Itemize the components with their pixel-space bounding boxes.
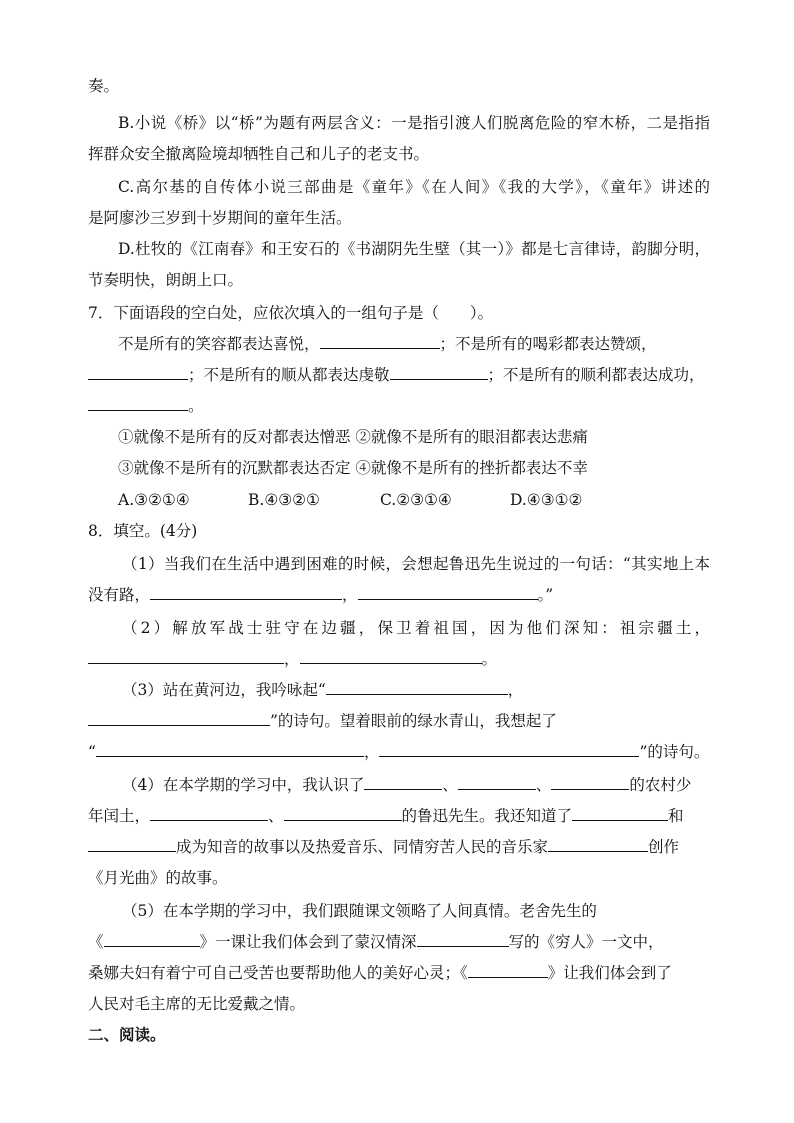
q8-item5-cont3: 人民对毛主席的无比爱戴之情。	[88, 995, 306, 1013]
q8-item4-cont3: 《月光曲》的故事。	[88, 869, 228, 887]
q8-text: 成为知音的故事以及热爱音乐、同情穷苦人民的音乐家	[176, 838, 549, 856]
q7-stem: 7．下面语段的空白处，应依次填入的一组句子是（ ）。	[88, 304, 494, 322]
q8-text: ，	[363, 743, 380, 761]
section-heading: 二、阅读。	[88, 1025, 166, 1044]
q8-text: ，	[342, 586, 358, 604]
q8-text: “	[88, 743, 96, 761]
q7-option-b[interactable]: B.④③②①	[248, 491, 320, 509]
q8-1-blank-1[interactable]	[150, 584, 342, 600]
q6-option-c: C.高尔基的自传体小说三部曲是《童年》《在人间》《我的大学》，《童年》讲述的	[118, 178, 710, 196]
q7-blank-2[interactable]	[88, 364, 188, 380]
q7-text: ；不是所有的喝彩都表达赞颂，	[439, 335, 657, 353]
q8-item3	[122, 679, 710, 701]
q8-5-blank-2[interactable]	[417, 931, 509, 947]
q8-text: 、	[442, 776, 458, 794]
q7-paragraph-line1	[118, 333, 710, 355]
q7-text: ；不是所有的顺从都表达虔敬	[188, 366, 390, 384]
q8-text: 、	[535, 776, 552, 794]
q6-option-b-cont: 挥群众安全撤离险境却牺牲自己和儿子的老支书。	[88, 145, 430, 163]
q8-text: 。	[481, 650, 498, 668]
q8-2-blank-1[interactable]	[88, 648, 284, 664]
q8-5-blank-1[interactable]	[104, 931, 200, 947]
q8-4-blank-5[interactable]	[284, 805, 402, 821]
q8-text: 创作	[648, 838, 680, 856]
q8-item2-cont	[88, 648, 710, 670]
q8-item1-cont	[88, 584, 710, 606]
q8-text: 的鲁迅先生。我还知道了	[401, 807, 573, 825]
q7-text: 不是所有的笑容都表达喜悦，	[118, 335, 320, 353]
q7-option-c[interactable]: C.②③①④	[380, 491, 452, 509]
q8-item4-cont	[88, 805, 710, 827]
q8-text: 的农村少	[629, 776, 692, 794]
q8-item1: （1）当我们在生活中遇到困难的时候，会想起鲁迅先生说过的一句话：“其实地上本	[122, 555, 710, 573]
q8-text: 、	[268, 807, 284, 825]
q8-text: 桑娜夫妇有着宁可自己受苦也要帮助他人的美好心灵；《	[88, 964, 468, 982]
q8-5-blank-3[interactable]	[468, 962, 548, 978]
q8-text: 》让我们体会到了	[547, 964, 672, 982]
q8-item4	[122, 774, 710, 796]
q6-option-d-cont: 节奏明快，朗朗上口。	[88, 271, 244, 289]
q8-4-blank-7[interactable]	[88, 836, 176, 852]
q8-text: （3）站在黄河边，我吟咏起“	[122, 681, 326, 699]
q7-paragraph-line2	[88, 364, 710, 386]
q8-text: 没有路，	[88, 586, 151, 604]
q8-4-blank-3[interactable]	[551, 774, 629, 790]
q8-text: ”的诗句。	[639, 743, 710, 761]
q8-4-blank-1[interactable]	[364, 774, 442, 790]
q8-item5-cont2	[88, 962, 710, 984]
q8-1-blank-2[interactable]	[358, 584, 538, 600]
q7-text: 。	[188, 397, 204, 415]
q6-option-d: D.杜牧的《江南春》和王安石的《书湖阴先生壁（其一）》都是七言律诗，韵脚分明，	[118, 240, 710, 258]
q8-text: ，	[507, 681, 524, 699]
q8-item5-cont	[88, 931, 710, 953]
q6-option-c-cont: 是阿廖沙三岁到十岁期间的童年生活。	[88, 209, 352, 227]
q8-text: 写的《穷人》一文中，	[508, 933, 664, 951]
q7-option-d[interactable]: D.④③①②	[510, 491, 583, 509]
q8-item3-cont	[88, 710, 710, 732]
q7-text: ；不是所有的顺利都表达成功，	[487, 366, 705, 384]
q7-blank-1[interactable]	[320, 333, 440, 349]
q8-item2: （2）解放军战士驻守在边疆，保卫着祖国，因为他们深知：祖宗疆土，	[122, 619, 710, 637]
q7-option-a[interactable]: A.③②①④	[118, 491, 190, 509]
q8-text: 年闰土，	[88, 807, 151, 825]
q8-item5: （5）在本学期的学习中，我们跟随课文领略了人间真情。老舍先生的	[122, 902, 597, 920]
q8-item4-cont2	[88, 836, 710, 858]
q8-2-blank-2[interactable]	[300, 648, 482, 664]
q8-text: 《	[88, 933, 104, 951]
q8-3-blank-2[interactable]	[88, 710, 270, 726]
q8-4-blank-6[interactable]	[572, 805, 668, 821]
text-line: 奏。	[88, 77, 120, 95]
q7-paragraph-line3	[88, 395, 710, 417]
q8-3-blank-3[interactable]	[96, 741, 364, 757]
q8-text: ，	[284, 650, 300, 668]
q7-sentences-1: ①就像不是所有的反对都表达憎恶 ②就像不是所有的眼泪都表达悲痛	[118, 428, 588, 446]
q6-option-b: B.小说《桥》以“桥”为题有两层含义：一是指引渡人们脱离危险的窄木桥，二是指指	[118, 114, 710, 132]
q8-text: ”的诗句。望着眼前的绿水青山，我想起了	[270, 712, 557, 730]
q8-item3-cont2	[88, 741, 710, 763]
q7-blank-4[interactable]	[88, 395, 188, 411]
q7-options	[118, 489, 710, 511]
q8-text: 和	[668, 807, 684, 825]
q8-4-blank-8[interactable]	[548, 836, 648, 852]
q8-text: （4）在本学期的学习中，我认识了	[122, 776, 365, 794]
q8-3-blank-4[interactable]	[379, 741, 639, 757]
q7-sentences-2: ③就像不是所有的沉默都表达否定 ④就像不是所有的挫折都表达不幸	[118, 459, 588, 477]
q8-text: 》一课让我们体会到了蒙汉情深	[199, 933, 417, 951]
q8-4-blank-2[interactable]	[458, 774, 536, 790]
q8-text: 。”	[537, 586, 554, 604]
q8-4-blank-4[interactable]	[150, 805, 268, 821]
q8-stem: 8．填空。(4分)	[88, 522, 198, 540]
q7-blank-3[interactable]	[390, 364, 488, 380]
q8-3-blank-1[interactable]	[326, 679, 508, 695]
